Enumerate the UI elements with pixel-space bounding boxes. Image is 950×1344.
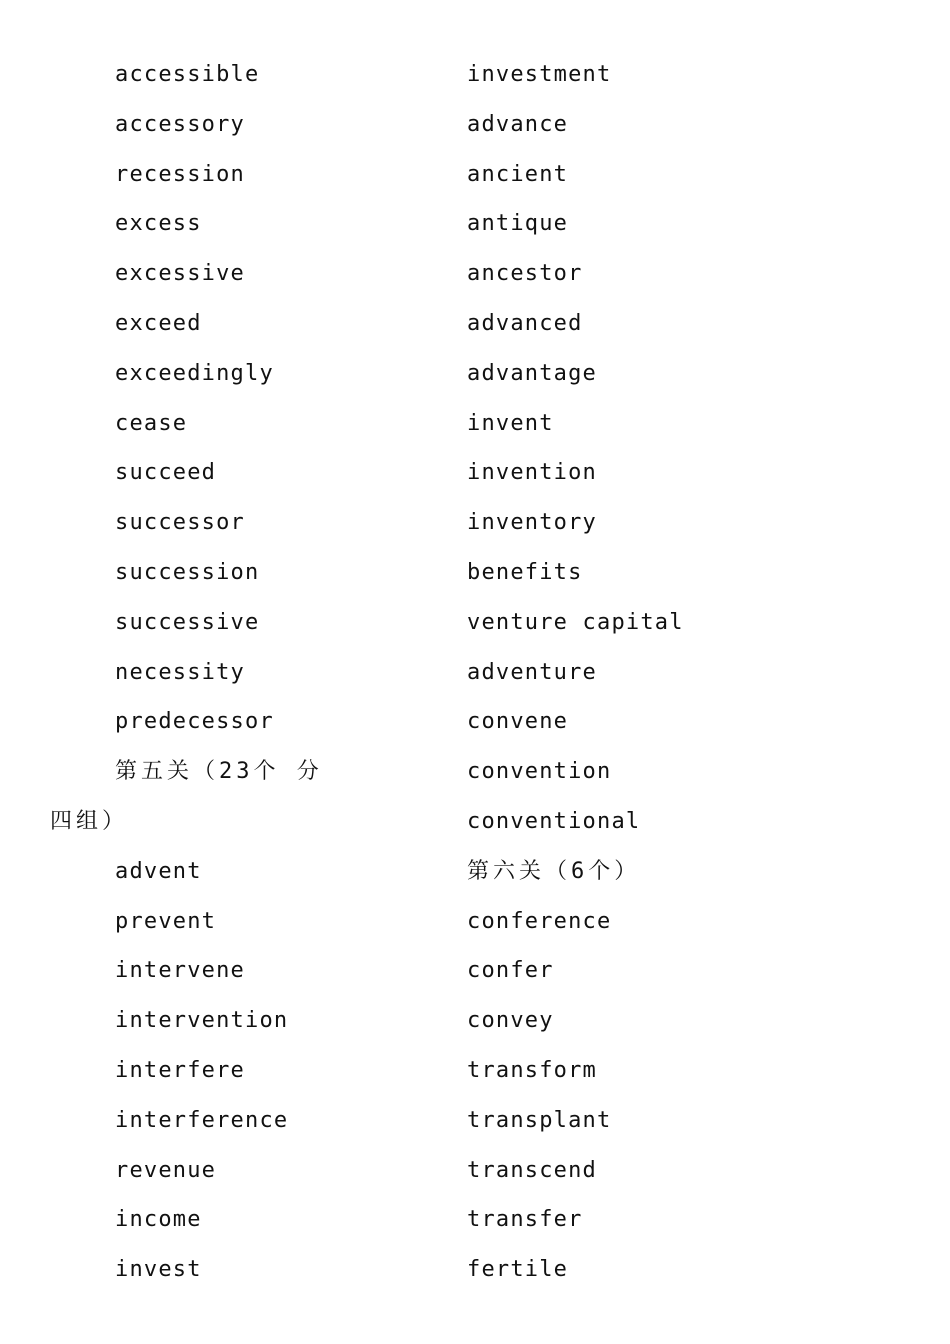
word-item: predecessor — [115, 709, 274, 735]
word-item: transcend — [467, 1157, 598, 1183]
word-item: accessory — [115, 111, 246, 137]
word-item: accessible — [115, 62, 260, 87]
word-item: invent — [467, 410, 554, 436]
word-item: cease — [115, 410, 188, 436]
right-word-column — [467, 57, 887, 1302]
word-item: conventional — [467, 808, 641, 834]
word-item: convey — [467, 1008, 554, 1034]
word-item: excess — [115, 211, 202, 237]
word-item: transform — [467, 1057, 598, 1083]
word-item: convene — [467, 709, 569, 735]
word-item: advanced — [467, 310, 583, 336]
section-heading-level-5-continued: 四组） — [50, 808, 129, 834]
word-item: ancient — [467, 161, 569, 187]
word-item: ancestor — [467, 261, 583, 287]
word-item: advantage — [467, 360, 598, 386]
word-item: intervention — [115, 1008, 289, 1034]
word-item: adventure — [467, 659, 598, 685]
word-item: advent — [115, 858, 202, 884]
word-item: benefits — [467, 559, 583, 585]
word-item: invest — [115, 1257, 202, 1283]
word-item: antique — [467, 211, 569, 237]
word-item: transplant — [467, 1107, 612, 1133]
section-heading-level-6: 第六关（6个） — [467, 858, 641, 884]
word-item: successive — [115, 609, 260, 635]
word-item: intervene — [115, 958, 246, 984]
word-item: exceedingly — [115, 360, 274, 386]
word-item: succeed — [115, 460, 217, 486]
word-item: interfere — [115, 1057, 246, 1083]
word-item: succession — [115, 559, 260, 585]
word-item: exceed — [115, 310, 202, 336]
word-item: revenue — [115, 1157, 217, 1183]
left-word-column — [50, 57, 415, 1302]
word-item: fertile — [467, 1257, 569, 1283]
word-item: recession — [115, 161, 246, 187]
word-item: excessive — [115, 261, 246, 287]
word-item: advance — [467, 111, 569, 137]
word-item: venture capital — [467, 609, 684, 635]
word-item: conference — [467, 908, 612, 934]
word-item: prevent — [115, 908, 217, 934]
word-item: confer — [467, 958, 554, 984]
word-item: necessity — [115, 659, 246, 685]
word-item: income — [115, 1207, 202, 1233]
word-item: successor — [115, 510, 246, 536]
section-heading-level-5: 第五关（23个 分 — [115, 759, 323, 785]
word-item: convention — [467, 759, 612, 785]
word-item: investment — [467, 62, 612, 87]
word-item: interference — [115, 1107, 289, 1133]
word-item: inventory — [467, 510, 598, 536]
word-item: invention — [467, 460, 598, 486]
word-item: transfer — [467, 1207, 583, 1233]
